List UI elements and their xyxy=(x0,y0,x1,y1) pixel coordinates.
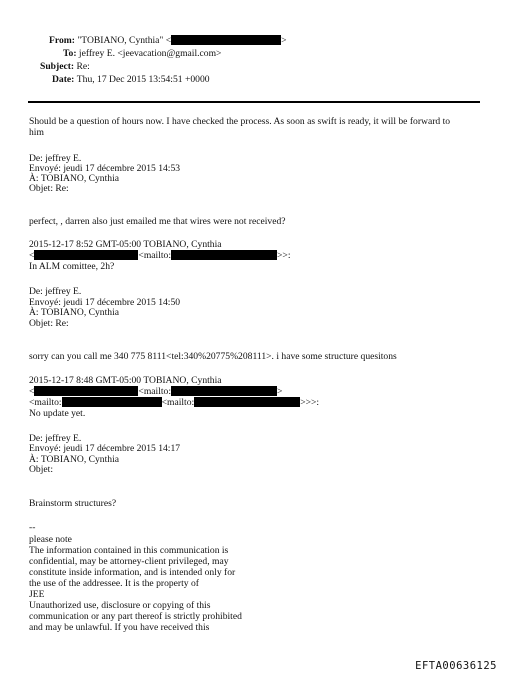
disclaimer-line: constitute inside information, and is intended only for xyxy=(29,567,236,578)
date-line xyxy=(52,74,210,85)
disclaimer-line: the use of the addressee. It is the property of xyxy=(29,578,199,589)
bates-number: EFTA00636125 xyxy=(415,660,497,672)
quote2-email-line xyxy=(29,250,291,261)
quote1-objet: Objet: Re: xyxy=(29,183,69,194)
quote3-envoye: Envoyé: jeudi 17 décembre 2015 14:50 xyxy=(29,297,181,308)
signature-note: please note xyxy=(29,534,72,545)
quote4-lt: < xyxy=(29,386,35,397)
disclaimer-line: JEE xyxy=(29,589,45,600)
quote4-mailto2-start: <mailto: xyxy=(29,397,62,408)
signature-dash: -- xyxy=(29,522,36,533)
from-close: > xyxy=(281,35,287,46)
disclaimer-line: The information contained in this communication is xyxy=(29,545,229,556)
quote2-mailto: <mailto: xyxy=(138,250,172,261)
quote4-close: >>>: xyxy=(300,397,320,408)
para1-line1: Should be a question of hours now. I have checked the process. As soon as swift is ready, it will be forward to xyxy=(29,116,451,127)
redaction-block xyxy=(171,35,281,45)
redaction-block xyxy=(34,250,138,260)
header-divider xyxy=(28,101,480,103)
quote1-envoye: Envoyé: jeudi 17 décembre 2015 14:53 xyxy=(29,163,181,174)
quote2-close: >>: xyxy=(277,250,291,261)
disclaimer-line: confidential, may be attorney-client privileged, may xyxy=(29,556,229,567)
redaction-block xyxy=(34,386,138,396)
subject-line xyxy=(40,61,90,72)
quote5-objet: Objet: xyxy=(29,464,53,475)
quote5-envoye: Envoyé: jeudi 17 décembre 2015 14:17 xyxy=(29,443,181,454)
quote4-gt: > xyxy=(277,386,283,397)
disclaimer-line: Unauthorized use, disclosure or copying of this xyxy=(29,600,211,611)
from-line xyxy=(49,35,287,46)
quote4-mailto: <mailto: xyxy=(138,386,172,397)
quote4-email-line1 xyxy=(29,386,282,397)
quote4-text: No update yet. xyxy=(29,408,86,419)
para1-line2: him xyxy=(29,127,44,138)
redaction-block xyxy=(194,397,300,407)
date-value: Thu, 17 Dec 2015 13:54:51 +0000 xyxy=(76,74,210,85)
redaction-block xyxy=(171,386,277,396)
quote3-objet: Objet: Re: xyxy=(29,318,69,329)
quote5-de: De: jeffrey E. xyxy=(29,433,82,444)
from-value: "TOBIANO, Cynthia" < xyxy=(77,35,172,46)
quote2-text: In ALM comittee, 2h? xyxy=(29,261,115,272)
quote4-email-line2 xyxy=(29,397,319,408)
quote2-lt: < xyxy=(29,250,35,261)
disclaimer-line: and may be unlawful. If you have received this xyxy=(29,622,210,633)
subject-value: Re: xyxy=(76,61,90,72)
redaction-block xyxy=(62,397,162,407)
quote4-date: 2015-12-17 8:48 GMT-05:00 TOBIANO, Cynthia xyxy=(29,375,222,386)
to-label: To: xyxy=(63,48,77,59)
subject-label: Subject: xyxy=(40,61,75,72)
para4: Brainstorm structures? xyxy=(29,498,117,509)
quote2-date: 2015-12-17 8:52 GMT-05:00 TOBIANO, Cynthia xyxy=(29,239,222,250)
para2: perfect, , darren also just emailed me that wires were not received? xyxy=(29,216,286,227)
para3: sorry can you call me 340 775 8111<tel:340%20775%208111>. i have some structure quesitons xyxy=(29,351,397,362)
to-line xyxy=(63,48,221,59)
date-label: Date: xyxy=(52,74,75,85)
quote5-a: À: TOBIANO, Cynthia xyxy=(29,454,119,465)
from-label: From: xyxy=(49,35,75,46)
quote3-de: De: jeffrey E. xyxy=(29,286,82,297)
quote4-mailto2-mid: <mailto: xyxy=(161,397,195,408)
disclaimer-line: communication or any part thereof is strictly prohibited xyxy=(29,611,242,622)
to-value: jeffrey E. <jeevacation@gmail.com> xyxy=(78,48,222,59)
quote3-a: À: TOBIANO, Cynthia xyxy=(29,307,119,318)
quote1-de: De: jeffrey E. xyxy=(29,153,82,164)
quote1-a: À: TOBIANO, Cynthia xyxy=(29,173,119,184)
redaction-block xyxy=(171,250,277,260)
